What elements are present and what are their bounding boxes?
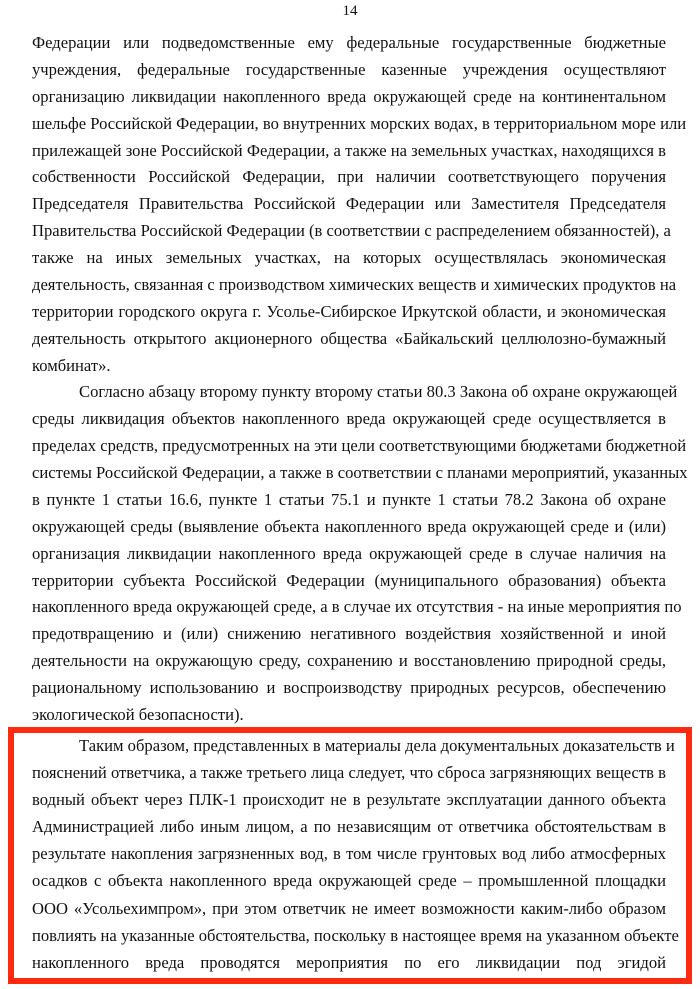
page-number: 14: [342, 3, 358, 19]
text-line: накопленного вреда окружающей среде, а в случае их отсутствия - на иные мероприятия по: [32, 597, 682, 617]
paragraph: [32, 379, 688, 728]
highlighted-paragraph: [32, 732, 679, 976]
text-line: Администрацией либо иным лицом, а по независящим от ответчика обстоятельствам в: [32, 817, 666, 837]
text-line: учреждения, федеральные государственные казенные учреждения осуществляют: [32, 59, 666, 79]
text-line: рациональному использованию и воспроизводству природных ресурсов, обеспечению: [32, 678, 666, 697]
text-line: Согласно абзацу второму пункту второму статьи 80.3 Закона об охране окружающей: [79, 382, 678, 402]
text-line: территории городского округа г. Усолье-Сибирское Иркутской области, и экономическая: [32, 301, 666, 321]
text-line: прилежащей зоне Российской Федерации, а также на земельных участках, находящихся в: [32, 140, 666, 160]
text-line: осадков с объекта накопленного вреда окружающей среде – промышленной площадки: [32, 871, 666, 891]
text-line: территории субъекта Российской Федерации (муниципального образования) объекта: [32, 570, 666, 590]
text-line: среды ликвидация объектов накопленного вреда окружающей среде осуществляется в: [32, 409, 666, 429]
document-body: [32, 30, 688, 729]
text-line: повлиять на указанные обстоятельства, поскольку в настоящее время на указанном объекте: [32, 925, 679, 945]
text-line: окружающей среды (выявление объекта накопленного вреда окружающей среде и (или): [32, 516, 666, 536]
text-line: также на иных земельных участках, на которых осуществлялась экономическая: [32, 248, 666, 267]
text-line: пояснений ответчика, а также третьего лица следует, что сброса загрязняющих веществ в: [32, 763, 666, 783]
text-line: ООО «Усольехимпром», при этом ответчик не имеет возможности каким-либо образом: [32, 898, 666, 918]
text-line: собственности Российской Федерации, при наличии соответствующего поручения: [32, 167, 666, 187]
paragraph: [32, 30, 687, 379]
text-line: деятельности на окружающую среду, сохранению и восстановлению природной среды,: [32, 651, 666, 671]
text-line: результате накопления загрязненных вод, в том числе грунтовых вод либо атмосферных: [32, 844, 666, 864]
text-line: Федерации или подведомственные ему федеральные государственные бюджетные: [32, 33, 666, 52]
text-line: деятельность открытого акционерного общества «Байкальский целлюлозно-бумажный: [32, 328, 666, 348]
text-line: Таким образом, представленных в материалы дела документальных доказательств и: [79, 736, 675, 755]
text-line: шельфе Российской Федерации, во внутренних морских водах, в территориальном море или: [32, 113, 687, 133]
text-line: накопленного вреда проводятся мероприятия по его ликвидации под эгидой: [32, 952, 666, 972]
text-line: организация ликвидации накопленного вреда окружающей среде в случае наличия на: [32, 543, 666, 563]
text-line: Председателя Правительства Российской Федерации или Заместителя Председателя: [32, 194, 666, 214]
text-line: пределах средств, предусмотренных на эти цели соответствующими бюджетами бюджетной: [32, 436, 687, 456]
text-line: экологической безопасности).: [32, 704, 244, 724]
text-line: организацию ликвидации накопленного вреда окружающей среде на континентальном: [32, 86, 666, 106]
text-line: деятельность, связанная с производством химических веществ и химических продуктов на: [32, 274, 677, 294]
text-line: Правительства Российской Федерации (в соответствии с распределением обязанностей), а: [32, 221, 671, 241]
text-line: комбинат».: [32, 355, 111, 375]
text-line: предотвращению и (или) снижению негативного воздействия хозяйственной и иной: [32, 624, 666, 644]
text-line: в пункте 1 статьи 16.6, пункте 1 статьи 75.1 и пункте 1 статьи 78.2 Закона об охране: [32, 489, 666, 509]
text-line: водный объект через ПЛК-1 происходит не в результате эксплуатации данного объекта: [32, 790, 666, 810]
text-line: системы Российской Федерации, а также в соответствии с планами мероприятий, указанных: [32, 463, 688, 482]
